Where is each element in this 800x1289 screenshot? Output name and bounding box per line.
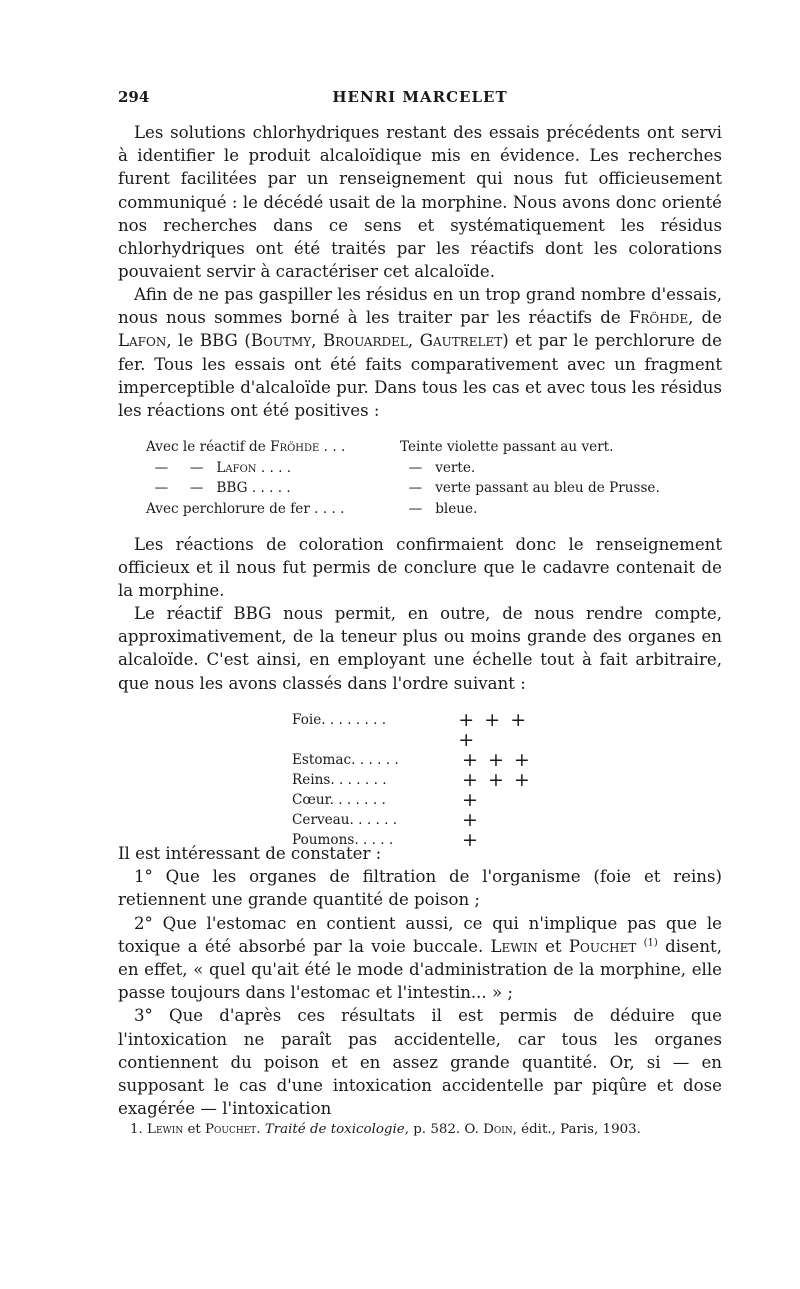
reagent-result: — verte passant au bleu de Prusse. <box>400 480 660 496</box>
paragraph-3: Les réactions de coloration confirmaient donc le renseignement officieux et il nous fut permis de conclure que le cadavre contenait de la morphine. <box>118 535 722 601</box>
organ-name: Foie <box>292 712 322 728</box>
reagent-row <box>146 458 706 479</box>
organ-row <box>292 750 552 770</box>
reagent-row <box>146 437 706 458</box>
text-run: et <box>537 936 569 956</box>
conclusion-item-2 <box>118 912 722 1005</box>
leader-dots: . . . . . . . . <box>321 712 387 728</box>
organ-ranking-list <box>292 710 552 850</box>
leader-dots: . . . . . <box>354 832 394 848</box>
leader-dots: . . . . . <box>251 480 291 496</box>
author-name: Boutmy <box>250 331 312 351</box>
text-run: , <box>407 331 420 351</box>
paragraph-1: Les solutions chlorhydriques restant des essais précédents ont servi à identifier le produit alcaloïdique mis en évidence. Les recherches furent facilitées par un renseignement qui nous fut officieusement communiqué : le décédé usait de la morphine. Nous avons donc orienté nos recherches dans ce sens et systématiquement les résidus chlorhydriques ont été traités par les réactifs dont les colorations pouvaient servir à caractériser cet alcaloïde. <box>118 123 722 282</box>
reagent-result: — verte. <box>400 459 476 476</box>
organ-level: + <box>462 789 480 811</box>
organ-level: + + + <box>462 769 532 791</box>
leader-dots: . . . . <box>260 459 292 476</box>
conclusion-item-1: 1° Que les organes de filtration de l'organisme (foie et reins) retiennent une grande quantité de poison ; <box>118 867 722 910</box>
organ-name: Poumons <box>292 832 355 848</box>
text-run: , <box>311 331 323 351</box>
text-run: — — <box>146 459 217 476</box>
organ-label <box>292 710 458 750</box>
reagent-name: Fröhde <box>270 439 320 455</box>
author-name: Lafon <box>118 331 167 351</box>
reagent-label <box>146 458 400 479</box>
reagent-result: — bleue. <box>400 500 478 517</box>
page-number: 294 <box>118 88 150 106</box>
reagent-results-list <box>146 437 706 519</box>
text-run: — — <box>146 480 217 496</box>
organ-label <box>292 770 462 790</box>
organ-name: Estomac <box>292 752 352 768</box>
paragraph-4: Le réactif BBG nous permit, en outre, de nous rendre compte, approximativement, de la teneur plus ou moins grande des organes en alcaloïde. C'est ainsi, en employant une échelle tout à fait arbitraire, que nous les avons classés dans l'ordre suivant : <box>118 604 722 693</box>
footnote-marker: 1. <box>130 1122 143 1137</box>
text-run: Avec le réactif de <box>146 439 271 455</box>
leader-dots: . . . . <box>314 500 345 517</box>
leader-dots: . . . . . . <box>349 812 398 828</box>
leader-dots: . . . . . . <box>351 752 399 768</box>
reagent-name: Lafon <box>216 459 257 476</box>
text-run: . <box>256 1122 265 1137</box>
footnote <box>130 1121 730 1139</box>
text-run: et <box>183 1122 206 1137</box>
reagent-row <box>146 478 706 499</box>
organ-level: + + + + <box>458 709 529 751</box>
leader-dots: . . . <box>323 439 346 455</box>
organ-label <box>292 810 462 830</box>
work-title: Traité de toxicologie <box>264 1122 405 1137</box>
reagent-label <box>146 437 400 458</box>
leader-dots: . . . . . . . <box>329 792 386 808</box>
reagent-label <box>146 478 400 499</box>
leader-dots: . . . . . . . <box>330 772 387 788</box>
page-header <box>118 88 722 112</box>
author-name: Lewin <box>490 936 538 956</box>
organ-row <box>292 710 552 750</box>
author-name: Lewin <box>147 1122 184 1137</box>
text-run: 2° Que l'estomac en contient aussi, ce qui n'implique pas que le toxique a été absorbé par la voie buccale. <box>118 913 722 956</box>
organ-level: + <box>462 829 480 851</box>
organ-level: + <box>462 809 480 831</box>
text-run: , le BBG ( <box>166 331 251 351</box>
organ-row <box>292 810 552 830</box>
organ-name: Cœur <box>292 792 330 808</box>
running-title: HENRI MARCELET <box>332 88 508 106</box>
author-name: Gautrelet <box>419 331 503 351</box>
text-run: , de <box>688 308 722 328</box>
publisher-name: Doin <box>483 1122 513 1137</box>
conclusions-intro: Il est intéressant de constater : <box>118 844 382 863</box>
author-name: Fröhde <box>628 308 689 328</box>
author-name: Pouchet <box>568 936 637 956</box>
footnote-reference[interactable]: (1) <box>643 937 658 949</box>
organ-row <box>292 790 552 810</box>
text-run: , édit., Paris, 1903. <box>512 1122 641 1137</box>
text-run: Avec perchlorure de fer <box>146 500 310 517</box>
text-run: disent, en effet, « quel qu'ait été le mode d'administration de la morphine, elle passe toujours dans l'estomac et l'intestin... » ; <box>118 936 722 1003</box>
reagent-row <box>146 499 706 520</box>
organ-row <box>292 770 552 790</box>
reagent-name: BBG <box>216 480 248 496</box>
organ-label <box>292 750 462 770</box>
text-run: ) et par le perchlorure de fer. Tous les essais ont été faits comparativement avec un fragment imperceptible d'alcaloïde pur. Dans tous les cas et avec tous les résidus les réactions ont été positives : <box>118 331 722 421</box>
author-name: Pouchet <box>205 1122 257 1137</box>
organ-name: Cerveau <box>292 812 350 828</box>
text-run: , p. 582. O. <box>404 1122 484 1137</box>
paragraph-2 <box>118 283 722 422</box>
organ-level: + + + <box>462 749 532 771</box>
reagent-label <box>146 499 400 520</box>
author-name: Brouardel <box>323 331 408 351</box>
conclusions-section <box>118 842 722 1120</box>
reagent-result: Teinte violette passant au vert. <box>400 439 614 455</box>
organ-name: Reins <box>292 772 331 788</box>
text-run: Afin de ne pas gaspiller les résidus en un trop grand nombre d'essais, nous nous sommes borné à les traiter par les réactifs de <box>118 285 722 328</box>
conclusion-item-3: 3° Que d'après ces résultats il est permis de déduire que l'intoxication ne paraît pas accidentelle, car tous les organes contiennent du poison et en assez grande quantité. Or, si — en supposant le cas d'une intoxication accidentelle par piqûre et dose exagérée — l'intoxication <box>118 1006 722 1119</box>
organ-label <box>292 790 462 810</box>
